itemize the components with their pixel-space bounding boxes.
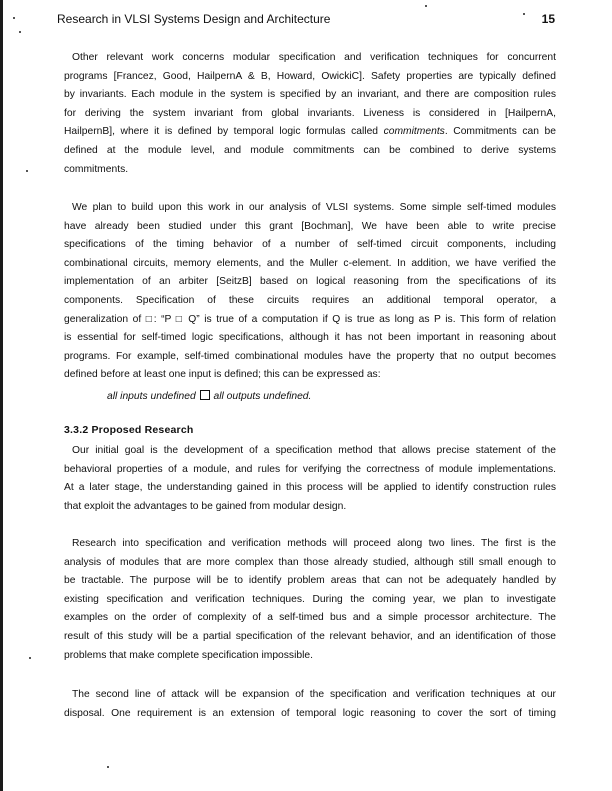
- text-line: examples on the order of complexity of a self-timed bus and a simple processor architecture. The: [64, 612, 556, 624]
- paragraph-second-line: [64, 686, 556, 723]
- text-line: is essential for self-timed logic specifications, although it has not been important in reasoning about: [64, 332, 556, 344]
- running-header-title: Research in VLSI Systems Design and Architecture: [57, 12, 331, 26]
- text-line: analysis of modules that are more complex than those already studied, although still small enough to: [64, 556, 556, 568]
- box-operator-icon: [200, 390, 210, 400]
- text-line: be tractable. The purpose will be to identify problem areas that can not be adequately handled by: [64, 575, 556, 587]
- text-line: implementation of an arbiter [SeitzB] based on logical reasoning from the specifications of its: [64, 276, 556, 288]
- text-line: commitments.: [64, 163, 129, 175]
- scan-speck: [19, 31, 21, 33]
- paragraph-vlsi-analysis: [64, 199, 556, 385]
- scan-speck: [26, 170, 28, 172]
- text-line: for deriving the system invariant from global invariants. Liveness is considered in [HailpernA,: [64, 107, 556, 119]
- scan-speck: [29, 657, 31, 659]
- text-line: defined before at least one input is defined; this can be expressed as:: [64, 369, 381, 381]
- formula-right: all outputs undefined.: [213, 391, 312, 402]
- text-line: components. Specification of these circuits requires an additional temporal operator, a: [64, 294, 556, 306]
- emphasis-commitments: commitments: [383, 126, 445, 138]
- text-line-commitments: HailpernB], where it is defined by temporal logic formulas called commitments. Commitments can be: [64, 126, 556, 138]
- text-line: programs [Francez, Good, HailpernA & B, Howard, OwickiC]. Safety properties are typically defined: [64, 70, 556, 82]
- text-line: At a later stage, the understanding gained in this process will be applied to identify construction rules: [64, 482, 556, 494]
- text-line: Our initial goal is the development of a specification method that allows precise statement of the: [72, 445, 556, 456]
- paragraph-research-lines: [64, 535, 556, 665]
- paragraph-initial-goal: [64, 442, 556, 516]
- text-line: We plan to build upon this work in our analysis of VLSI systems. Some simple self-timed modules: [72, 202, 556, 213]
- text-line: by invariants. Each module in the system is specified by an invariant, and there are composition rules: [64, 89, 556, 101]
- text-line: problems that make complete specification impossible.: [64, 649, 313, 661]
- section-heading: 3.3.2 Proposed Research: [64, 424, 194, 436]
- temporal-formula: [107, 388, 311, 406]
- text-line: specifications of the timing behavior of a number of self-timed circuit components, including: [64, 239, 556, 251]
- text-line: generalization of □: “P □ Q” is true of a computation if Q is true as long as P is. This form of relation: [64, 313, 556, 325]
- text-line: disposal. One requirement is an extension of temporal logic reasoning to cover the sort of timing: [64, 707, 556, 719]
- text-line: existing specification and verification techniques. During the coming year, we plan to investigate: [64, 593, 556, 605]
- scan-left-border: [0, 0, 3, 791]
- page-number: 15: [541, 12, 555, 26]
- text-line: that exploit the advantages to be gained from modular design.: [64, 500, 347, 512]
- text-line: behavioral properties of a module, and rules for verifying the correctness of module implementations.: [64, 463, 556, 475]
- scan-speck: [425, 5, 427, 7]
- text-line: programs. For example, self-timed combinational modules have the property that no output becomes: [64, 350, 556, 362]
- paragraph-related-work: [64, 49, 556, 179]
- text-line: have already been studied under this grant [Bochman], We have been able to write precise: [64, 220, 556, 232]
- text-line: The second line of attack will be expansion of the specification and verification techniques at our: [72, 689, 556, 700]
- scan-speck: [107, 766, 109, 768]
- scan-speck: [13, 17, 15, 19]
- running-header: [57, 10, 555, 28]
- formula-left: all inputs undefined: [107, 391, 196, 402]
- text-line: Other relevant work concerns modular specification and verification techniques for concurrent: [72, 52, 556, 63]
- text-line: result of this study will be a partial specification of the relevant behavior, and an identification of those: [64, 630, 556, 642]
- text-line: defined at the module level, and module commitments can be combined to derive systems: [64, 144, 556, 156]
- scan-speck: [523, 13, 525, 15]
- text-line: Research into specification and verification methods will proceed along two lines. The first is the: [72, 538, 556, 549]
- text-line: combinational circuits, memory elements, and the Muller c-element. In addition, we have verified the: [64, 257, 556, 269]
